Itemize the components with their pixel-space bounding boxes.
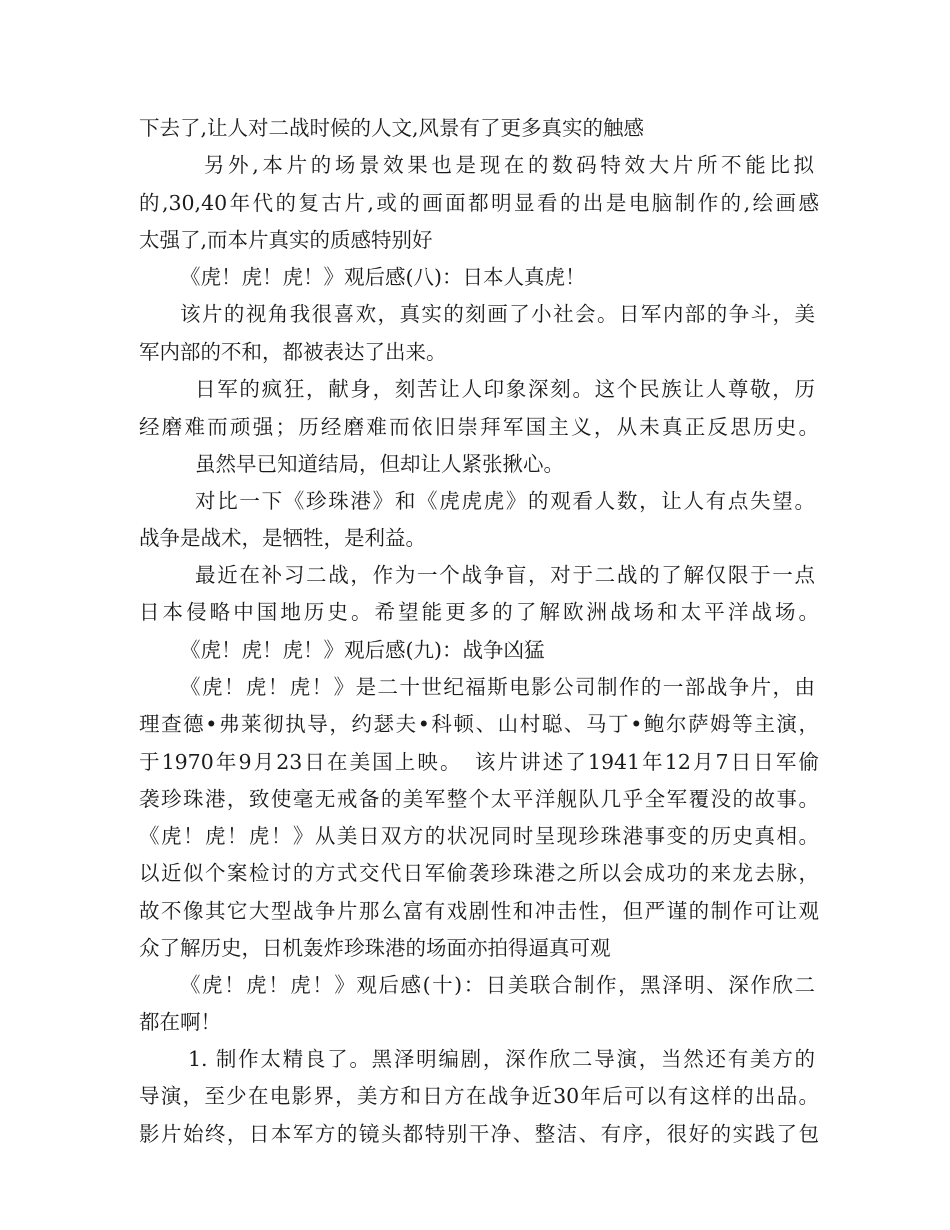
text-line: 虽然早已知道结局，但却让人紧张揪心。 [195, 452, 564, 476]
text-line: 1. 制作太精良了。黑泽明编剧，深作欣二导演，当然还有美方的 [188, 1047, 815, 1071]
text-line: 故不像其它大型战争片那么富有戏剧性和冲击性，但严谨的制作可让观 [139, 899, 819, 923]
text-line: 军内部的不和，都被表达了出来。 [139, 340, 447, 364]
text-line: 经磨难而顽强；历经磨难而依旧崇拜军国主义，从未真正反思历史。 [139, 415, 819, 439]
text-line: 对比一下《珍珠港》和《虎虎虎》的观看人数，让人有点失望。 [195, 489, 815, 513]
text-line: 该片的视角我很喜欢，真实的刻画了小社会。日军内部的争斗，美 [180, 302, 815, 326]
section-heading: 都在啊！ [139, 1010, 221, 1034]
text-line: 最近在补习二战，作为一个战争盲，对于二战的了解仅限于一点 [195, 563, 815, 587]
text-line: 众了解历史，日机轰炸珍珠港的场面亦拍得逼真可观 [139, 936, 611, 960]
text-line: 的,30,40年代的复古片,或的画面都明显看的出是电脑制作的,绘画感 [139, 191, 819, 215]
section-heading: 《虎！虎！虎！》观后感(八)：日本人真虎！ [180, 265, 586, 289]
text-line: 战争是战术，是牺牲，是利益。 [139, 526, 426, 550]
text-line: 太强了,而本片真实的质感特别好 [139, 228, 433, 252]
text-line: 《虎！虎！虎！》是二十世纪福斯电影公司制作的一部战争片，由 [180, 675, 815, 699]
text-line: 导演，至少在电影界，美方和日方在战争近30年后可以有这样的出品。 [139, 1084, 819, 1108]
text-line: 袭珍珠港，致使毫无戒备的美军整个太平洋舰队几乎全军覆没的故事。 [139, 787, 819, 811]
text-line: 日军的疯狂，献身，刻苦让人印象深刻。这个民族让人尊敬，历 [195, 377, 815, 401]
text-line: 下去了,让人对二战时候的人文,风景有了更多真实的触感 [139, 116, 645, 140]
text-line: 日本侵略中国地历史。希望能更多的了解欧洲战场和太平洋战场。 [139, 600, 819, 624]
text-line: 《虎！虎！虎！》从美日双方的状况同时呈现珍珠港事变的历史真相。 [139, 824, 819, 848]
text-line: 以近似个案检讨的方式交代日军偷袭珍珠港之所以会成功的来龙去脉， [139, 861, 819, 885]
text-line: 另外,本片的场景效果也是现在的数码特效大片所不能比拟 [204, 153, 814, 177]
section-heading: 《虎！虎！虎！》观后感(十)：日美联合制作，黑泽明、深作欣二 [180, 973, 815, 997]
text-line: 理查德•弗莱彻执导，约瑟夫•科顿、山村聪、马丁•鲍尔萨姆等主演， [139, 712, 819, 736]
text-line: 于1970年9月23日在美国上映。 该片讲述了1941年12月7日日军偷 [139, 750, 819, 774]
text-line: 影片始终，日本军方的镜头都特别干净、整洁、有序，很好的实践了包 [139, 1122, 819, 1146]
section-heading: 《虎！虎！虎！》观后感(九)：战争凶猛 [180, 638, 545, 662]
